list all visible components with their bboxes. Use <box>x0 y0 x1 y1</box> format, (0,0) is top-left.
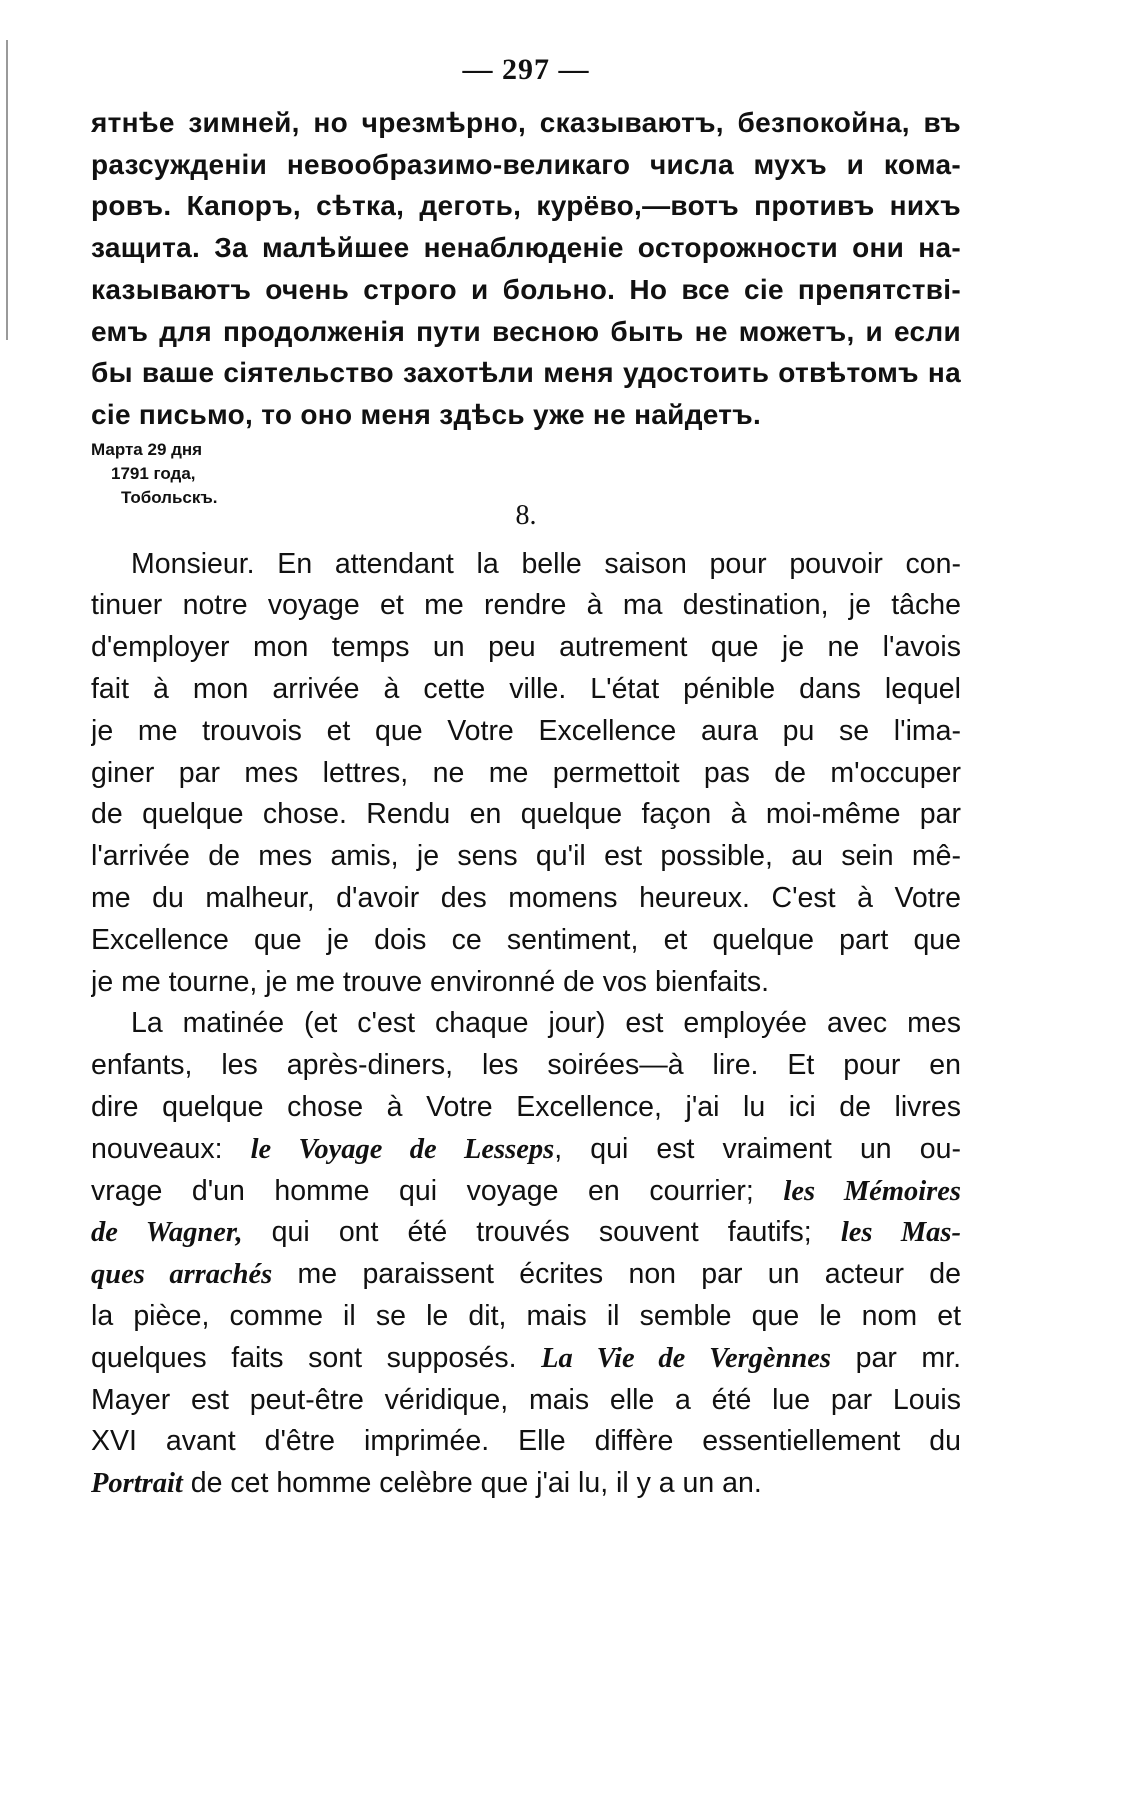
text-line <box>91 1463 961 1505</box>
italic-title: le Voyage de Lesseps <box>250 1133 555 1165</box>
text-line <box>91 1171 961 1213</box>
text-line <box>91 711 961 753</box>
letter-number: 8. <box>515 499 537 531</box>
italic-title: La Vie de Vergènnes <box>541 1342 832 1374</box>
text-run: par mr. <box>831 1341 961 1374</box>
italic-title: les Mas- <box>840 1217 961 1249</box>
text-line <box>91 1129 961 1171</box>
text-line: защита. За малѣйшее ненаблюденіе осторожности они на- <box>91 232 961 264</box>
text-run: nouveaux: <box>91 1132 251 1165</box>
text-run: vrage d'un homme qui voyage en courrier; <box>91 1174 784 1207</box>
text-line <box>91 920 961 962</box>
text-line <box>91 962 961 1004</box>
signature-place: Тобольскъ. <box>121 487 218 507</box>
page-edge <box>6 40 8 340</box>
text-run: XVI avant d'être imprimée. Elle diffère essentiellement du <box>91 1425 961 1458</box>
text-line: разсужденіи невообразимо-великаго числа мухъ и кома- <box>91 148 961 180</box>
text-line: казываютъ очень строго и больно. Но все сіе препятствi- <box>91 273 961 305</box>
text-run: de cet homme celèbre que j'ai lu, il y a un an. <box>182 1467 762 1500</box>
text-run: enfants, les après-diners, les soirées—à lire. Et pour en <box>91 1049 961 1082</box>
text-line <box>91 627 961 669</box>
text-line <box>91 669 961 711</box>
page-number: — 297 — <box>462 53 590 86</box>
text-run: je me trouvois et que Votre Excellence aura pu se l'ima- <box>91 714 961 747</box>
text-run: , qui est vraiment un ou- <box>554 1132 961 1165</box>
text-line <box>91 1045 961 1087</box>
text-run: fait à mon arrivée à cette ville. L'état pénible dans lequel <box>91 673 961 706</box>
text-line: бы ваше сіятельство захотѣли меня удостоить отвѣтомъ на <box>91 357 961 389</box>
text-line <box>91 1003 961 1045</box>
text-run: de quelque chose. Rendu en quelque façon à moi-même par <box>91 798 961 831</box>
text-line: ятнѣе зимней, но чрезмѣрно, сказываютъ, безпокойна, въ <box>91 107 961 138</box>
text-line <box>91 1296 961 1338</box>
text-line <box>91 544 961 586</box>
text-line <box>91 1380 961 1422</box>
text-line <box>91 794 961 836</box>
text-line <box>91 836 961 878</box>
text-run: l'arrivée de mes amis, je sens qu'il est possible, au sein mê- <box>91 840 961 873</box>
text-line <box>91 753 961 795</box>
text-line <box>91 1212 961 1254</box>
text-run: Mayer est peut-être véridique, mais elle a été lue par Louis <box>91 1383 961 1416</box>
text-line: ровъ. Капоръ, сѣтка, деготь, курёво,—вотъ противъ нихъ <box>91 190 961 222</box>
text-line <box>91 1421 961 1463</box>
text-line <box>91 1254 961 1296</box>
text-line: сіе письмо, то оно меня здѣсь уже не найдетъ. <box>91 398 762 430</box>
text-run: quelques faits sont supposés. <box>91 1341 542 1374</box>
text-line <box>91 585 961 627</box>
text-run: giner par mes lettres, ne me permettoit pas de m'occuper <box>91 756 961 789</box>
text-run: qui ont été trouvés souvent fautifs; <box>242 1216 841 1249</box>
text-run: me du malheur, d'avoir des momens heureux. C'est à Votre <box>91 882 961 914</box>
text-run: tinuer notre voyage et me rendre à ma destination, je tâche <box>91 589 961 622</box>
text-line <box>91 1338 961 1380</box>
text-run: dire quelque chose à Votre Excellence, j'ai lu ici de livres <box>91 1090 961 1123</box>
italic-title: Portrait <box>91 1468 183 1500</box>
letter-closing <box>91 438 961 536</box>
text-run: la pièce, comme il se le dit, mais il semble que le nom et <box>91 1299 961 1332</box>
italic-title: les Mémoires <box>783 1175 961 1207</box>
italic-title: ques arrachés <box>91 1259 273 1291</box>
text-line <box>91 878 961 920</box>
text-run: d'employer mon temps un peu autrement que je ne l'avois <box>91 631 961 664</box>
signature-year: 1791 года, <box>111 463 196 483</box>
text-run: me paraissent écrites non par un acteur de <box>272 1258 961 1291</box>
signature-date: Марта 29 дня <box>91 439 203 459</box>
text-line: емъ для продолженія пути весною быть не можетъ, и если <box>91 315 961 347</box>
text-run: Monsieur. En attendant la belle saison pour pouvoir con- <box>131 547 961 580</box>
text-line <box>91 1087 961 1129</box>
text-run: Excellence que je dois ce sentiment, et quelque part que <box>91 923 961 956</box>
french-letter-text <box>91 544 961 1505</box>
book-page <box>91 44 961 1505</box>
italic-title: de Wagner, <box>91 1217 243 1249</box>
russian-letter-text <box>91 102 961 436</box>
text-run: La matinée (et c'est chaque jour) est employée avec mes <box>131 1007 961 1040</box>
text-run: je me tourne, je me trouve environné de vos bienfaits. <box>91 965 770 998</box>
